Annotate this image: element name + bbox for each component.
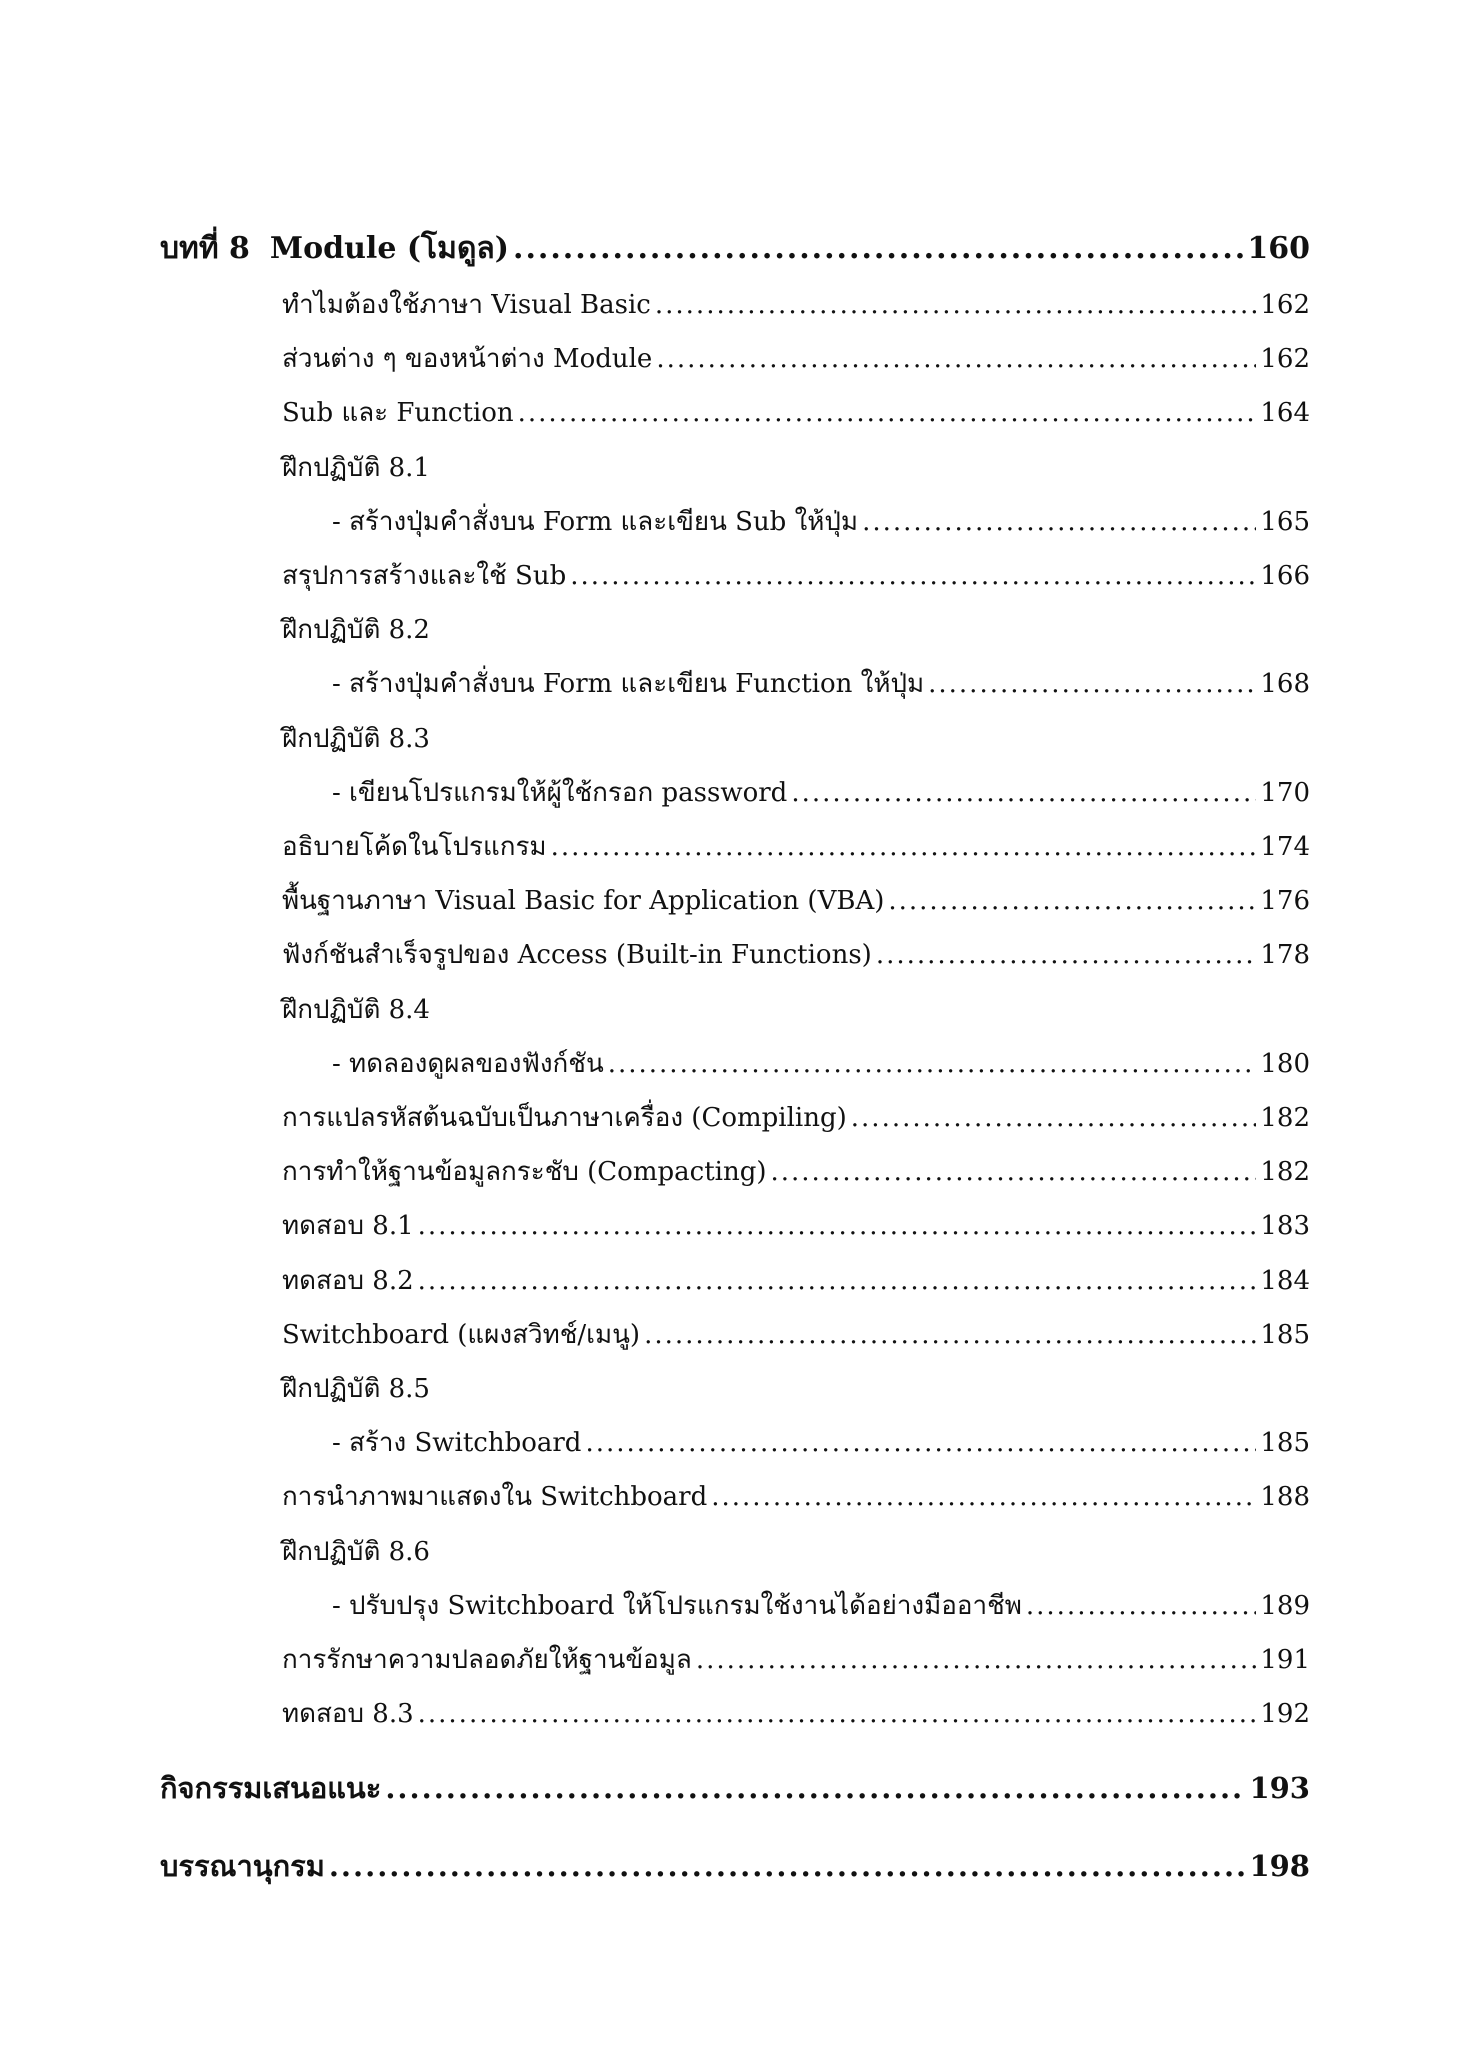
- toc-entry: [282, 392, 1310, 433]
- dot-leader: [585, 1428, 1256, 1458]
- chapter-title: Module (โมดูล): [269, 231, 509, 266]
- toc-entry: [282, 826, 1310, 867]
- toc-entry-title: ทดสอบ 8.3: [282, 1699, 414, 1729]
- toc-entry-title: ฝึกปฏิบัติ 8.5: [282, 1374, 430, 1404]
- toc-entry-title: ฝึกปฏิบัติ 8.1: [282, 453, 430, 483]
- page-number: 170: [1260, 778, 1310, 808]
- toc-subentry: [332, 1422, 1310, 1463]
- dot-leader: [1026, 1591, 1256, 1621]
- dot-leader: [862, 507, 1256, 537]
- toc-entry: [282, 880, 1310, 921]
- toc-entry: [282, 284, 1310, 325]
- page-number: 185: [1260, 1320, 1310, 1350]
- dot-leader: [418, 1266, 1257, 1296]
- toc-entry-title: ฝึกปฏิบัติ 8.2: [282, 615, 430, 645]
- page-number: 164: [1260, 398, 1310, 428]
- toc-section-label: [282, 1368, 1310, 1409]
- toc-section-label: [282, 989, 1310, 1030]
- toc-entry-title: ฟังก์ชันสำเร็จรูปของ Access (Built-in Functions): [282, 940, 872, 970]
- toc-entry-title: ฝึกปฏิบัติ 8.3: [282, 724, 430, 754]
- dot-leader: [928, 669, 1256, 699]
- page-number: 174: [1260, 832, 1310, 862]
- toc-entry: [282, 1476, 1310, 1517]
- toc-entry: [282, 1639, 1310, 1680]
- dot-leader: [329, 1849, 1246, 1883]
- toc-back-matter: [160, 1765, 1310, 1811]
- toc-entry-title: การทำให้ฐานข้อมูลกระชับ (Compacting): [282, 1157, 767, 1187]
- toc-subentry: [332, 1043, 1310, 1084]
- page-number: 178: [1260, 940, 1310, 970]
- toc-entry-title: - ปรับปรุง Switchboard ให้โปรแกรมใช้งานได้อย่างมืออาชีพ: [332, 1591, 1022, 1621]
- dot-leader: [570, 561, 1256, 591]
- toc-entry-title: Sub และ Function: [282, 398, 514, 428]
- page-number: 189: [1260, 1591, 1310, 1621]
- toc-entry-title: ฝึกปฏิบัติ 8.4: [282, 995, 430, 1025]
- toc-entry-title: กิจกรรมเสนอแนะ: [160, 1771, 382, 1805]
- toc-entry: [282, 338, 1310, 379]
- toc-entry-title: ฝึกปฏิบัติ 8.6: [282, 1537, 430, 1567]
- chapter-heading: [160, 225, 1310, 272]
- toc-entry: [282, 1260, 1310, 1301]
- dot-leader: [696, 1645, 1257, 1675]
- page-number: 166: [1260, 561, 1310, 591]
- page-number: 162: [1260, 344, 1310, 374]
- page-number: 182: [1260, 1103, 1310, 1133]
- toc-subentry: [332, 501, 1310, 542]
- dot-leader: [518, 398, 1257, 428]
- page-number: 191: [1260, 1645, 1310, 1675]
- page-number: 192: [1260, 1699, 1310, 1729]
- page-number: 198: [1249, 1849, 1310, 1883]
- toc-subentry: [332, 772, 1310, 813]
- page-number: 176: [1260, 886, 1310, 916]
- toc-entry-title: พื้นฐานภาษา Visual Basic for Application (VBA): [282, 886, 885, 916]
- toc-entry-title: ทดสอบ 8.1: [282, 1211, 414, 1241]
- toc-entry: [282, 1205, 1310, 1246]
- page-number: 162: [1260, 290, 1310, 320]
- dot-leader: [656, 344, 1256, 374]
- dot-leader: [791, 778, 1256, 808]
- page-number: 182: [1260, 1157, 1310, 1187]
- toc-section-label: [282, 1531, 1310, 1572]
- toc-entry-title: ทำไมต้องใช้ภาษา Visual Basic: [282, 290, 651, 320]
- page-number: 188: [1260, 1482, 1310, 1512]
- toc-entry-title: - เขียนโปรแกรมให้ผู้ใช้กรอก password: [332, 778, 788, 808]
- page-number: 168: [1260, 669, 1310, 699]
- page-number: 160: [1247, 231, 1310, 266]
- toc-entry-title: ส่วนต่าง ๆ ของหน้าต่าง Module: [282, 344, 653, 374]
- page-number: 165: [1260, 507, 1310, 537]
- toc-entry-title: - สร้างปุ่มคำสั่งบน Form และเขียน Sub ให้ปุ่ม: [332, 507, 859, 537]
- dot-leader: [608, 1049, 1257, 1079]
- toc-entry-title: อธิบายโค้ดในโปรแกรม: [282, 832, 547, 862]
- toc-section-label: [282, 718, 1310, 759]
- toc-entry-title: การรักษาความปลอดภัยให้ฐานข้อมูล: [282, 1645, 692, 1675]
- dot-leader: [876, 940, 1257, 970]
- toc-entry: [282, 1314, 1310, 1355]
- toc-entry: [282, 1693, 1310, 1734]
- dot-leader: [771, 1157, 1257, 1187]
- toc-subentry: [332, 1585, 1310, 1626]
- dot-leader: [513, 231, 1243, 266]
- toc-entry: [282, 934, 1310, 975]
- toc-entry-title: - ทดลองดูผลของฟังก์ชัน: [332, 1049, 604, 1079]
- dot-leader: [851, 1103, 1257, 1133]
- toc-entry-title: บรรณานุกรม: [160, 1849, 325, 1883]
- page-number: 193: [1249, 1771, 1310, 1805]
- dot-leader: [711, 1482, 1256, 1512]
- chapter-label: บทที่ 8: [160, 231, 250, 266]
- dot-leader: [418, 1211, 1257, 1241]
- page-number: 185: [1260, 1428, 1310, 1458]
- dot-leader: [551, 832, 1257, 862]
- toc-entry-title: - สร้าง Switchboard: [332, 1428, 582, 1458]
- toc-entry-title: การแปลรหัสต้นฉบับเป็นภาษาเครื่อง (Compiling): [282, 1103, 847, 1133]
- toc-entry: [282, 1097, 1310, 1138]
- page-number: 180: [1260, 1049, 1310, 1079]
- toc-entry: [282, 555, 1310, 596]
- toc-entry-title: - สร้างปุ่มคำสั่งบน Form และเขียน Function ให้ปุ่ม: [332, 669, 925, 699]
- toc-entry-title: ทดสอบ 8.2: [282, 1266, 414, 1296]
- toc-section-label: [282, 447, 1310, 488]
- toc-section-label: [282, 609, 1310, 650]
- toc-entry-title: การนำภาพมาแสดงใน Switchboard: [282, 1482, 708, 1512]
- toc-subentry: [332, 663, 1310, 704]
- dot-leader: [644, 1320, 1256, 1350]
- toc-entry: [282, 1151, 1310, 1192]
- dot-leader: [655, 290, 1256, 320]
- dot-leader: [418, 1699, 1257, 1729]
- toc-back-matter: [160, 1843, 1310, 1889]
- page-number: 183: [1260, 1211, 1310, 1241]
- toc-entry-title: สรุปการสร้างและใช้ Sub: [282, 561, 567, 591]
- dot-leader: [888, 886, 1256, 916]
- dot-leader: [385, 1771, 1245, 1805]
- page-number: 184: [1260, 1266, 1310, 1296]
- toc-entry-title: Switchboard (แผงสวิทช์/เมนู): [282, 1320, 641, 1350]
